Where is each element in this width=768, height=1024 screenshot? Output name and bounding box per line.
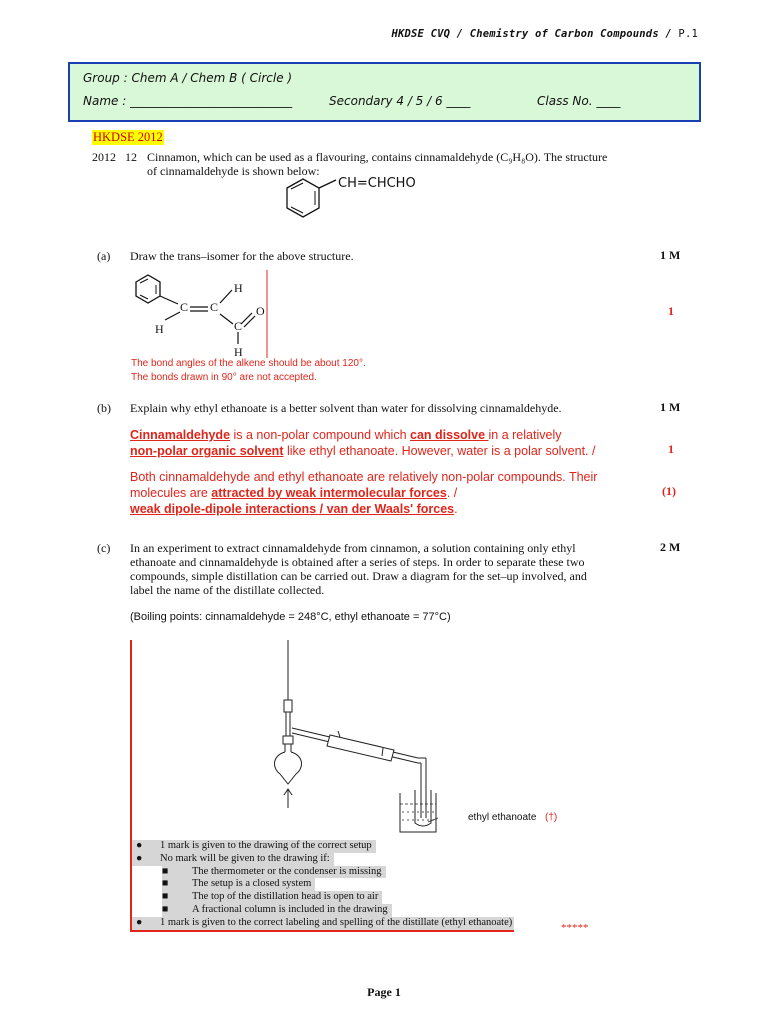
- part-c-line3: compounds, simple distillation can be carried out. Draw a diagram for the set–up involved, and: [130, 569, 587, 583]
- bullet-text: The thermometer or the condenser is missing: [192, 865, 382, 877]
- answer-text: . /: [446, 486, 458, 500]
- boiling-points: (Boiling points: cinnamaldehyde = 248°C, ethyl ethanoate = 77°C): [130, 611, 451, 623]
- part-c-line1: In an experiment to extract cinnamaldehyde from cinnamon, a solution containing only ethyl: [130, 541, 576, 555]
- answer-text: is a non-polar compound which: [230, 428, 410, 442]
- marking-bullet: ● 1 mark is given to the correct labeling and spelling of the distillate (ethyl ethanoate): [132, 917, 514, 932]
- secondary-field: Secondary 4 / 5 / 6 ____: [329, 94, 471, 108]
- part-b-answer-2-mark: (1): [662, 484, 676, 498]
- bullet-text: 1 mark is given to the drawing of the correct setup: [160, 840, 372, 851]
- part-b-marks: 1 M: [660, 400, 681, 414]
- bullet-text: The setup is a closed system: [192, 878, 312, 890]
- atom-h3: H: [234, 345, 243, 359]
- header-title: HKDSE CVQ / Chemistry of Carbon Compounds /: [391, 28, 679, 40]
- part-a-marks: 1 M: [660, 248, 681, 262]
- atom-o: O: [256, 304, 265, 318]
- atom-c3: C: [234, 319, 243, 333]
- part-c-marks: 2 M: [660, 540, 681, 554]
- part-b-text: Explain why ethyl ethanoate is a better solvent than water for dissolving cinnamaldehyde.: [130, 401, 562, 415]
- distillation-setup-drawing: [268, 640, 438, 840]
- answer-text: in a relatively: [488, 428, 562, 442]
- part-c-line4: label the name of the distillate collected.: [130, 583, 325, 597]
- structure-label: CH=CHCHO: [338, 176, 416, 191]
- part-a-note: [131, 357, 366, 385]
- part-c-label: (c): [97, 541, 111, 555]
- class-no-field: Class No. ____: [537, 94, 621, 108]
- marking-sub-bullet: ■ The top of the distillation head is open to air: [162, 891, 382, 904]
- question-number: 12: [125, 150, 137, 164]
- bullet-text: A fractional column is included in the drawing: [192, 903, 388, 915]
- header-page: P.1: [678, 28, 698, 40]
- answer-text: like ethyl ethanoate. However, water is a polar solvent. /: [283, 444, 596, 458]
- answer-vdw-forces: weak dipole-dipole interactions / van der Waals' forces: [130, 502, 455, 516]
- stars-mark: *****: [561, 922, 589, 934]
- question-year: 2012: [92, 150, 116, 164]
- trans-isomer-drawing: [128, 268, 270, 360]
- marking-sub-bullet: ■ The setup is a closed system: [162, 878, 315, 891]
- atom-c2: C: [210, 300, 219, 314]
- atom-h1: H: [234, 281, 243, 295]
- bullet-text: No mark will be given to the drawing if:: [160, 852, 330, 864]
- part-a-label: (a): [97, 249, 111, 263]
- part-b-answer-2: [130, 469, 650, 517]
- atom-c1: C: [180, 300, 189, 314]
- bullet-text: 1 mark is given to the correct labeling and spelling of the distillate (ethyl ethanoate): [160, 916, 513, 928]
- distillate-label-mark: (†): [545, 812, 558, 823]
- page-footer: Page 1: [367, 985, 401, 999]
- question-intro-line2: of cinnamaldehyde is shown below:: [147, 164, 320, 178]
- marking-sub-bullet: ■ The thermometer or the condenser is missing: [162, 866, 386, 879]
- part-c-text: [130, 541, 638, 597]
- answer-cinnamaldehyde: Cinnamaldehyde: [130, 428, 231, 442]
- part-a-text: Draw the trans–isomer for the above structure.: [130, 249, 354, 263]
- answer-text: molecules are: [130, 486, 212, 500]
- exam-tag: HKDSE 2012: [93, 130, 163, 144]
- answer-text: Both cinnamaldehyde and ethyl ethanoate are relatively non-polar compounds. Their: [130, 470, 598, 484]
- bullet-text: The top of the distillation head is open to air: [192, 891, 379, 903]
- distillate-label: ethyl ethanoate: [468, 812, 537, 823]
- marking-notes: [132, 840, 514, 932]
- part-b-answer-1: [130, 427, 650, 459]
- part-b-answer-1-mark: 1: [668, 442, 674, 456]
- answer-can-dissolve: can dissolve: [410, 428, 489, 442]
- answer-text: .: [454, 502, 458, 516]
- marking-sub-bullet: ■ A fractional column is included in the drawing: [162, 904, 392, 917]
- page-header: [391, 28, 698, 40]
- marking-bullet: ● No mark will be given to the drawing if:: [132, 853, 334, 866]
- student-info-box: [68, 62, 701, 122]
- marking-bullet: ● 1 mark is given to the drawing of the correct setup: [132, 840, 376, 853]
- part-b-label: (b): [97, 401, 111, 415]
- atom-h2: H: [155, 322, 164, 336]
- part-c-line2: ethanoate and cinnamaldehyde is obtained after a series of steps. In order to separate these two: [130, 555, 585, 569]
- answer-weak-forces: attracted by weak intermolecular forces: [211, 486, 447, 500]
- part-a-note1: The bond angles of the alkene should be about 120°.: [131, 358, 366, 369]
- name-field: Name : ___________________________: [83, 94, 293, 108]
- part-a-note2: The bonds drawn in 90° are not accepted.: [131, 372, 317, 383]
- question-intro-line1: Cinnamon, which can be used as a flavouring, contains cinnamaldehyde (C₉H₈O). The structure: [147, 150, 608, 164]
- group-field: Group : Chem A / Chem B ( Circle ): [83, 71, 293, 85]
- answer-nonpolar-solvent: non-polar organic solvent: [130, 444, 284, 458]
- part-a-answer-mark: 1: [668, 304, 674, 318]
